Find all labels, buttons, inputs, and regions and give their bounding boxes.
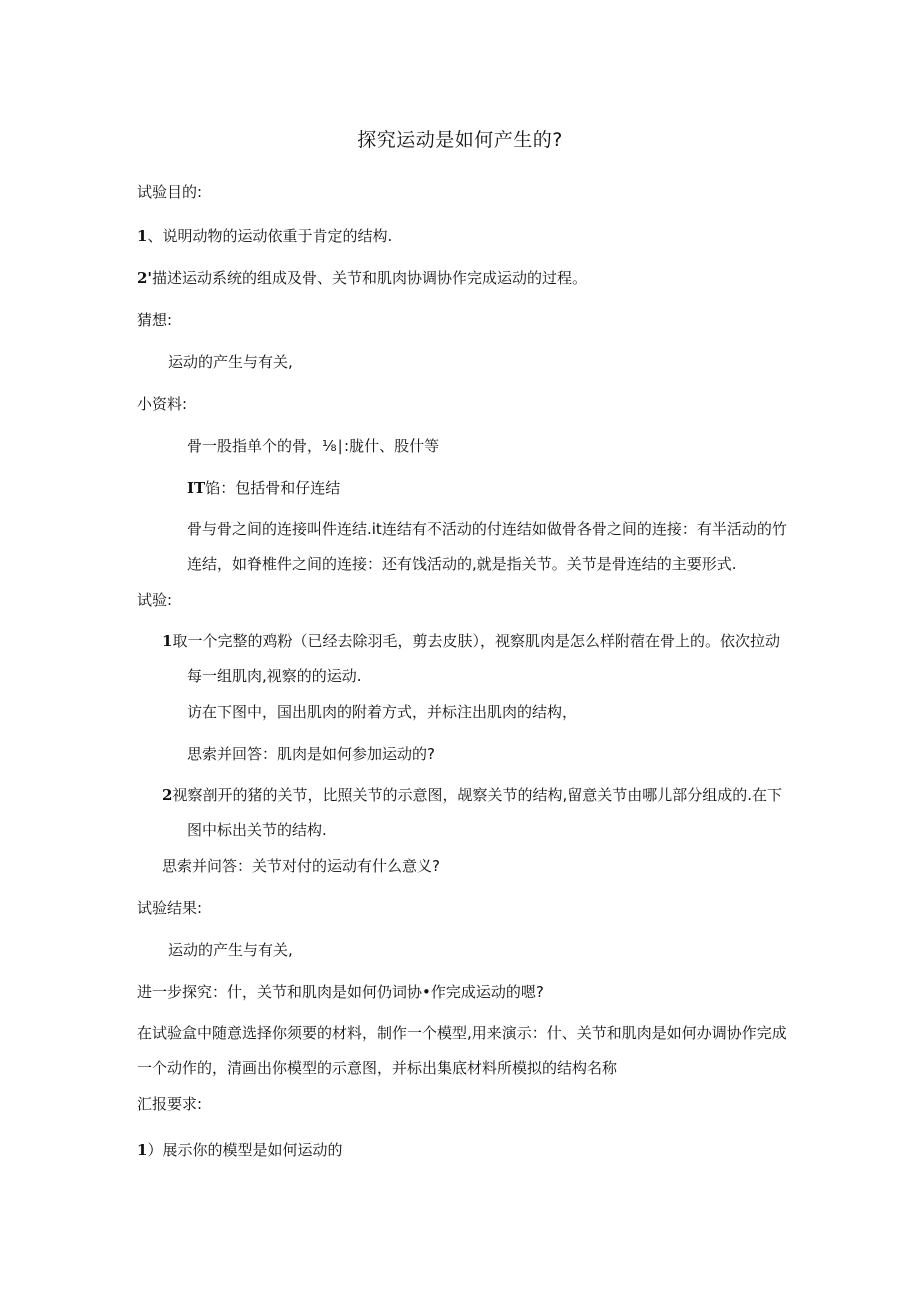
purpose-item-1 (137, 226, 392, 246)
report-item-1-number: 1 (137, 1141, 148, 1159)
info-item-3: 骨与骨之间的连接叫件连结.it连结有不活动的付连结如做骨各骨之间的连接：有半活动的竹连结，如脊椎件之间的连接：还有饯活动的,就是指关节。关节是骨连结的主要形式. (187, 520, 787, 573)
hypothesis-heading: 猜想: (137, 311, 173, 329)
purpose-item-2 (137, 268, 587, 288)
result-text: 运动的产生与有关, (168, 941, 293, 959)
page-title: 探究运动是如何产生的? (357, 129, 563, 151)
result-heading: 试验结果: (137, 899, 203, 917)
experiment-step-1-number: 1 (162, 632, 173, 650)
experiment-heading: 试验: (137, 591, 173, 609)
further-inquiry: 进一步探究：什，关节和肌肉是如何仍词协•作完成运动的嗯? (137, 983, 544, 1001)
report-item-1-text: ）展示你的模型是如何运动的 (147, 1141, 343, 1159)
purpose-item-2-text: 描述运动系统的组成及骨、关节和肌肉协调协作完成运动的过程。 (152, 269, 588, 287)
experiment-step-2-number: 2 (162, 786, 173, 804)
info-item-2 (187, 478, 340, 498)
experiment-step-1-question: 思索并回答：肌肉是如何参加运动的? (187, 745, 435, 763)
experiment-step-2 (162, 778, 787, 848)
info-item-1: 骨一股指单个的骨，⅛∣:胧什、股什等 (187, 437, 440, 455)
experiment-step-2-text: 视察剖开的猪的关节，比照关节的示意图，觇察关节的结构,留意关节由哪儿部分组成的.在下图中标出关节的结构. (172, 786, 782, 839)
purpose-heading: 试验目的: (137, 183, 203, 201)
report-item-1 (137, 1140, 342, 1160)
report-heading: 汇报要求: (137, 1095, 203, 1113)
info-item-2-label: IT (187, 479, 206, 497)
experiment-step-1 (162, 624, 787, 694)
experiment-step-1-text: 取一个完整的鸡粉（已经去除羽毛，剪去皮肤），视察肌肉是怎么样附蓿在骨上的。依次拉动每一组肌肉,视察的的运动. (172, 632, 780, 685)
experiment-step-1-task: 访在下图中，国出肌肉的附着方式，并标注出肌肉的结构， (187, 703, 578, 721)
info-heading: 小资料: (137, 395, 188, 413)
hypothesis-text: 运动的产生与有关, (168, 353, 293, 371)
info-item-2-text: 馅：包括骨和仔连结 (205, 479, 341, 497)
purpose-item-2-number: 2' (137, 269, 153, 287)
model-instructions: 在试验盒中随意选择你须要的材料，制作一个模型,用来演示：什、关节和肌肉是如何办调协作完成一个动作的，清画出你模型的示意图，并标出集底材料所模拟的结构名称 (137, 1024, 787, 1077)
experiment-step-2-question: 思索并问答：关节对付的运动有什么意义? (162, 857, 440, 875)
purpose-item-1-text: 、说明动物的运动依重于肯定的结构. (147, 227, 393, 245)
purpose-item-1-number: 1 (137, 227, 148, 245)
